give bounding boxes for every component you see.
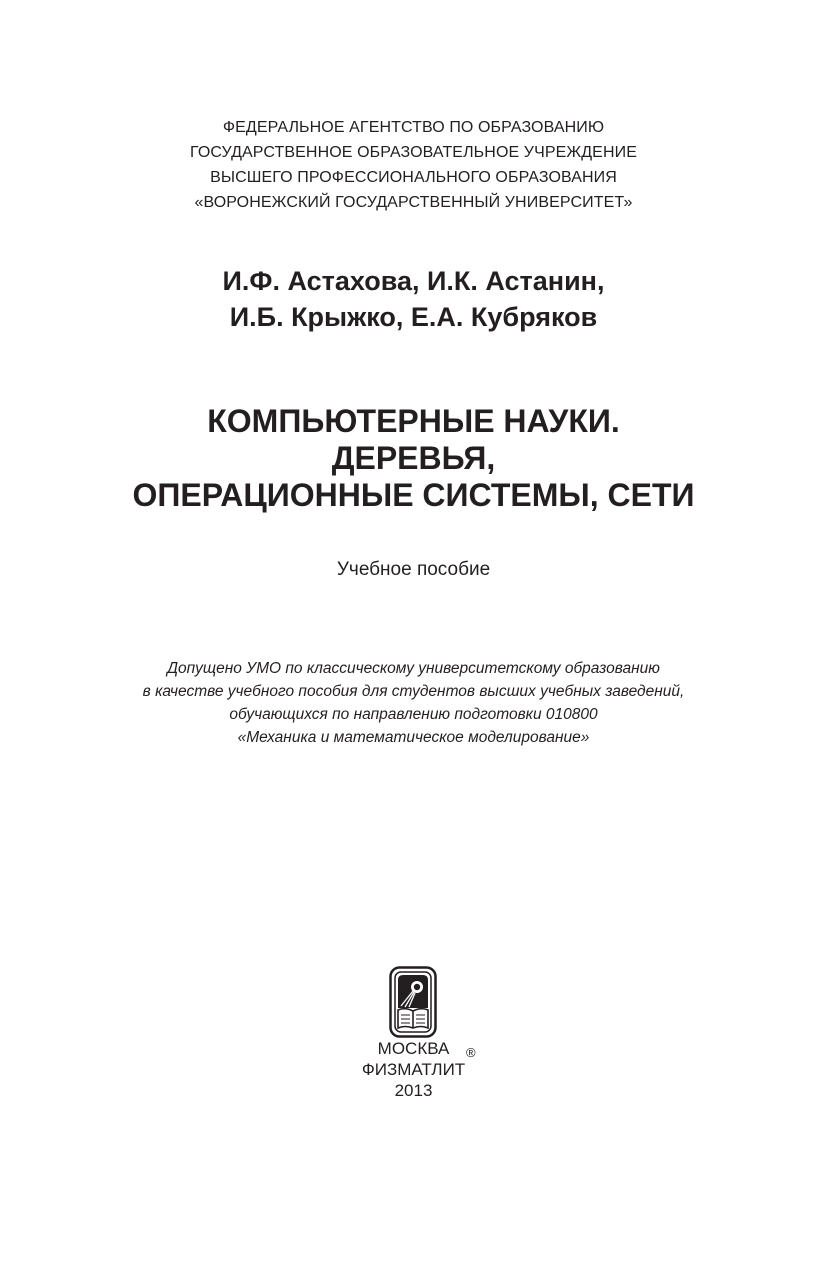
book-title bbox=[0, 403, 827, 514]
authors-line: И.Б. Крыжко, Е.А. Кубряков bbox=[229, 302, 598, 332]
publisher-city: МОСКВА bbox=[377, 1039, 450, 1058]
book-subtitle bbox=[0, 557, 827, 583]
institution-line: ВЫСШЕГО ПРОФЕССИОНАЛЬНОГО ОБРАЗОВАНИЯ bbox=[210, 169, 617, 186]
publication-year: 2013 bbox=[394, 1081, 433, 1100]
institution-line: «ВОРОНЕЖСКИЙ ГОСУДАРСТВЕННЫЙ УНИВЕРСИТЕТ» bbox=[194, 194, 633, 211]
institution-header bbox=[0, 115, 827, 215]
publisher-name: ФИЗМАТЛИТ bbox=[361, 1060, 466, 1079]
approval-note bbox=[0, 657, 827, 749]
title-line: ОПЕРАЦИОННЫЕ СИСТЕМЫ, СЕТИ bbox=[132, 477, 695, 513]
registered-mark: ® bbox=[466, 1045, 476, 1060]
approval-line: «Механика и математическое моделирование» bbox=[237, 729, 590, 746]
institution-line: ГОСУДАРСТВЕННОЕ ОБРАЗОВАТЕЛЬНОЕ УЧРЕЖДЕНИЕ bbox=[190, 144, 637, 161]
publisher-imprint bbox=[0, 1038, 827, 1101]
title-line: КОМПЬЮТЕРНЫЕ НАУКИ. bbox=[207, 403, 620, 439]
title-line: ДЕРЕВЬЯ, bbox=[331, 440, 496, 476]
subtitle-text: Учебное пособие bbox=[336, 559, 491, 580]
approval-line: обучающихся по направлению подготовки 010800 bbox=[229, 706, 598, 723]
authors bbox=[0, 263, 827, 335]
approval-line: в качестве учебного пособия для студентов высших учебных заведений, bbox=[142, 683, 685, 700]
book-and-sputnik-icon bbox=[389, 966, 437, 1038]
authors-line: И.Ф. Астахова, И.К. Астанин, bbox=[222, 266, 605, 296]
approval-line: Допущено УМО по классическому университетскому образованию bbox=[167, 660, 660, 677]
institution-line: ФЕДЕРАЛЬНОЕ АГЕНТСТВО ПО ОБРАЗОВАНИЮ bbox=[222, 119, 605, 136]
